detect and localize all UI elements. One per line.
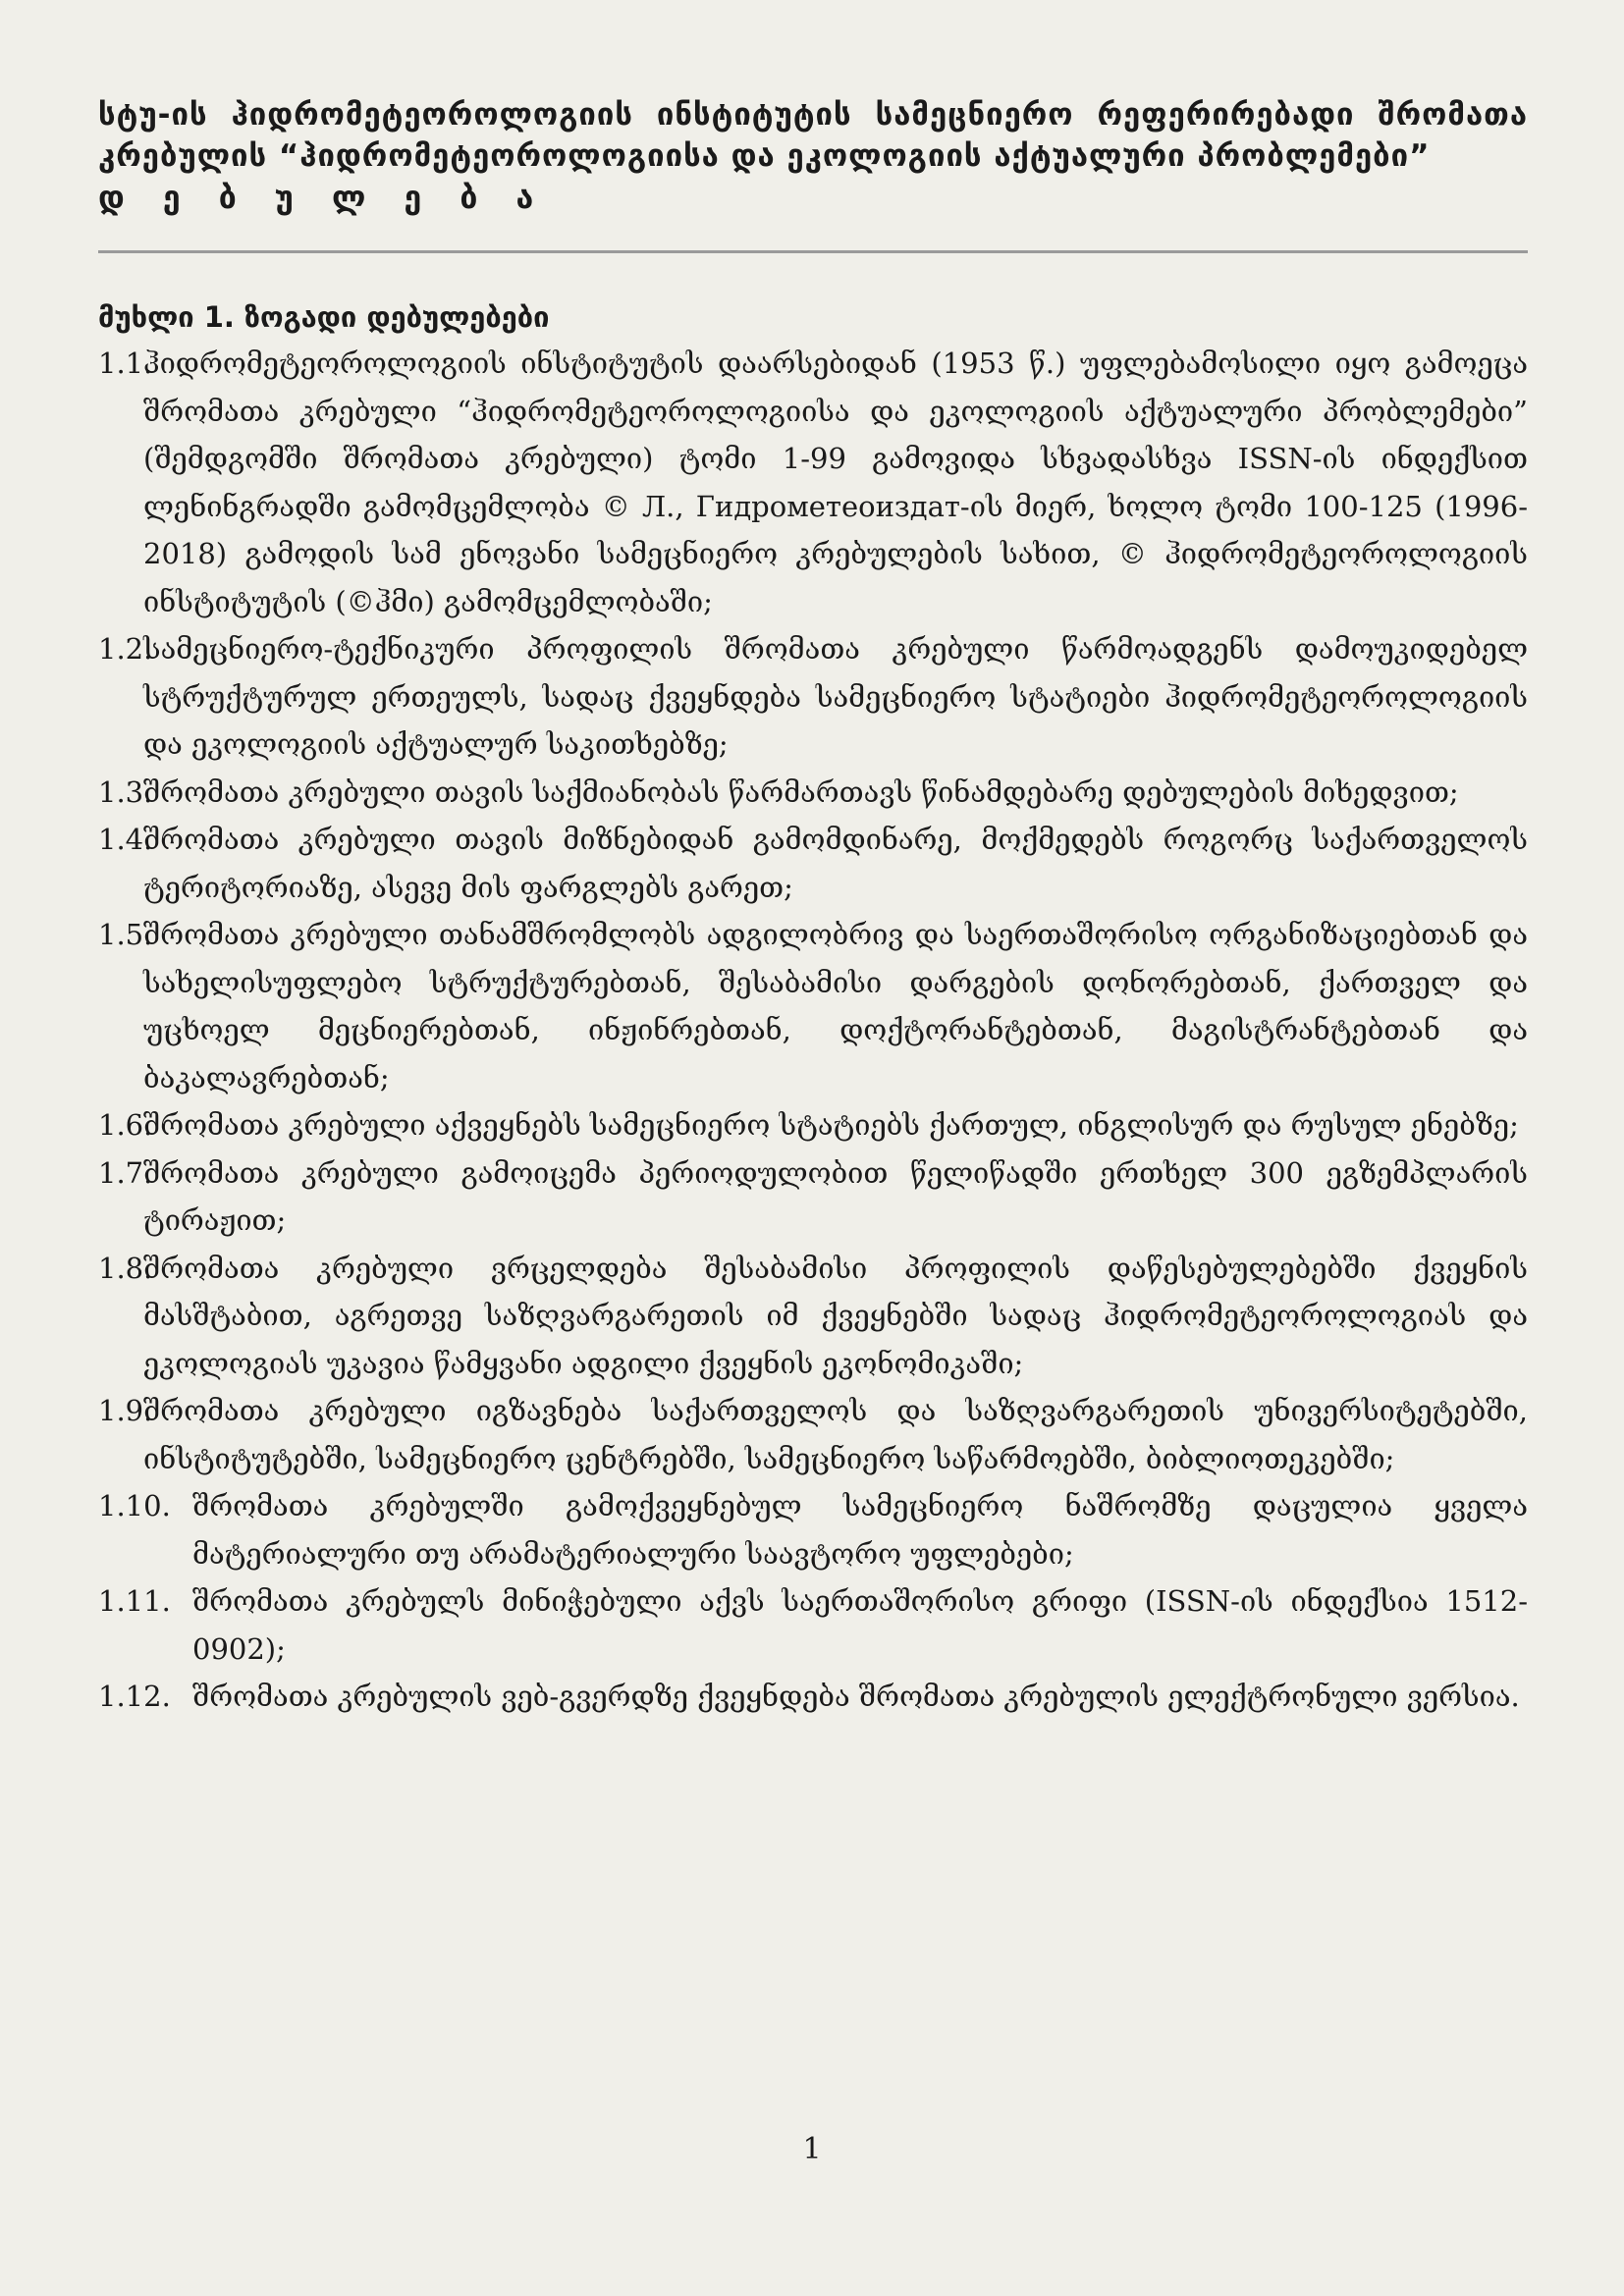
clause-text: შრომათა კრებული თანამშრომლობს ადგილობრივ და საერთაშორისო ორგანიზაციებთან და სახელისუფლებო სტრუქტურებთან, შესაბამისი დარგების დონორებთან, ქართველ და უცხოელ მეცნიერებთან, ინჟინრებთან, დოქტორანტებთან, მაგისტრანტებთან და ბაკალავრებთან;	[143, 918, 1528, 1095]
clause-number: 1.7.	[98, 1155, 153, 1190]
clause-number: 1.12.	[98, 1680, 171, 1713]
clause-text: შრომათა კრებული თავის მიზნებიდან გამომდინარე, მოქმედებს როგორც საქართველოს ტერიტორიაზე, ასევე მის ფარგლებს გარეთ;	[143, 823, 1528, 904]
clause-number: 1.8.	[98, 1251, 153, 1285]
clause-text: შრომათა კრებული თავის საქმიანობას წარმართავს წინამდებარე დებულების მიხედვით;	[143, 774, 1459, 809]
clause-item	[98, 816, 1528, 911]
document-page	[98, 94, 1528, 1721]
clause-item	[98, 1149, 1528, 1245]
clause-number: 1.4.	[98, 823, 153, 856]
clause-text: შრომათა კრებულს მინიჭებული აქვს საერთაშორისო გრიფი (ISSN-ის ინდექსია 1512-0902);	[192, 1584, 1528, 1666]
clause-number: 1.5.	[98, 918, 153, 951]
title-text: სტუ-ის ჰიდრომეტეოროლოგიის ინსტიტუტის სამეცნიერო რეფერირებადი შრომათა კრებულის “ჰიდრომეტეოროლოგიისა და ეკოლოგიის აქტუალური პრობლემები”	[98, 97, 1528, 174]
clause-number: 1.6.	[98, 1108, 153, 1142]
clause-text: შრომათა კრებული იგზავნება საქართველოს და საზღვარგარეთის უნივერსიტეტებში, ინსტიტუტებში, სამეცნიერო ცენტრებში, სამეცნიერო საწარმოებში, ბიბლიოთეკებში;	[143, 1394, 1528, 1475]
chapter-heading: მუხლი 1. ზოგადი დებულებები	[98, 300, 550, 334]
clause-number: 1.1.	[98, 347, 153, 380]
clause-item	[98, 1245, 1528, 1388]
divider	[98, 250, 1528, 253]
clause-text: შრომათა კრებულის ვებ-გვერდზე ქვეყნდება შრომათა კრებულის ელექტრონული ვერსია.	[192, 1680, 1520, 1713]
clause-number: 1.11.	[98, 1584, 171, 1618]
clause-number: 1.3.	[98, 774, 153, 809]
clause-item	[98, 769, 1528, 817]
clause-item	[98, 911, 1528, 1101]
clause-item	[98, 1387, 1528, 1482]
document-subtitle: დ ე ბ უ ლ ე ბ ა	[98, 179, 548, 216]
document-title	[98, 94, 1528, 219]
clause-number: 1.2.	[98, 632, 153, 666]
clause-text: შრომათა კრებული გამოიცემა პერიოდულობით წელიწადში ერთხელ 300 ეგზემპლარის ტირაჟით;	[143, 1155, 1528, 1237]
clause-item	[98, 625, 1528, 769]
clause-text: ჰიდრომეტეოროლოგიის ინსტიტუტის დაარსებიდან (1953 წ.) უფლებამოსილი იყო გამოეცა შრომათა კრებული “ჰიდრომეტეოროლოგიისა და ეკოლოგიის აქტუალური პრობლემები” (შემდგომში შრომათა კრებული) ტომი 1-99 გამოვიდა სხვადასხვა ISSN-ის ინდექსით ლენინგრადში გამომცემლობა © Л., Гидрометеоиздат-ის მიერ, ხოლო ტომი 100-125 (1996-2018) გამოდის სამ ენოვანი სამეცნიერო კრებულების სახით, © ჰიდრომეტეოროლოგიის ინსტიტუტის (©ჰმი) გამომცემლობაში;	[143, 347, 1528, 618]
clause-number: 1.9.	[98, 1394, 153, 1427]
page-number: 1	[802, 2132, 822, 2166]
clause-item	[98, 1673, 1528, 1721]
clause-text: შრომათა კრებული ვრცელდება შესაბამისი პროფილის დაწესებულებებში ქვეყნის მასშტაბით, აგრეთვე საზღვარგარეთის იმ ქვეყნებში სადაც ჰიდრომეტეოროლოგიას და ეკოლოგიას უკავია წამყვანი ადგილი ქვეყნის ეკონომიკაში;	[143, 1251, 1528, 1380]
clause-text: შრომათა კრებულში გამოქვეყნებულ სამეცნიერო ნაშრომზე დაცულია ყველა მატერიალური თუ არამატერიალური საავტორო უფლებები;	[192, 1489, 1528, 1571]
clause-item	[98, 1577, 1528, 1673]
clause-item	[98, 1101, 1528, 1149]
clause-text: შრომათა კრებული აქვეყნებს სამეცნიერო სტატიებს ქართულ, ინგლისურ და რუსულ ენებზე;	[143, 1108, 1519, 1142]
clause-text: სამეცნიერო-ტექნიკური პროფილის შრომათა კრებული წარმოადგენს დამოუკიდებელ სტრუქტურულ ერთეულს, სადაც ქვეყნდება სამეცნიერო სტატიები ჰიდრომეტეოროლოგიის და ეკოლოგიის აქტუალურ საკითხებზე;	[143, 632, 1528, 761]
clause-item	[98, 340, 1528, 625]
clause-item	[98, 1482, 1528, 1577]
clause-list	[98, 340, 1528, 1721]
clause-number: 1.10.	[98, 1489, 171, 1522]
